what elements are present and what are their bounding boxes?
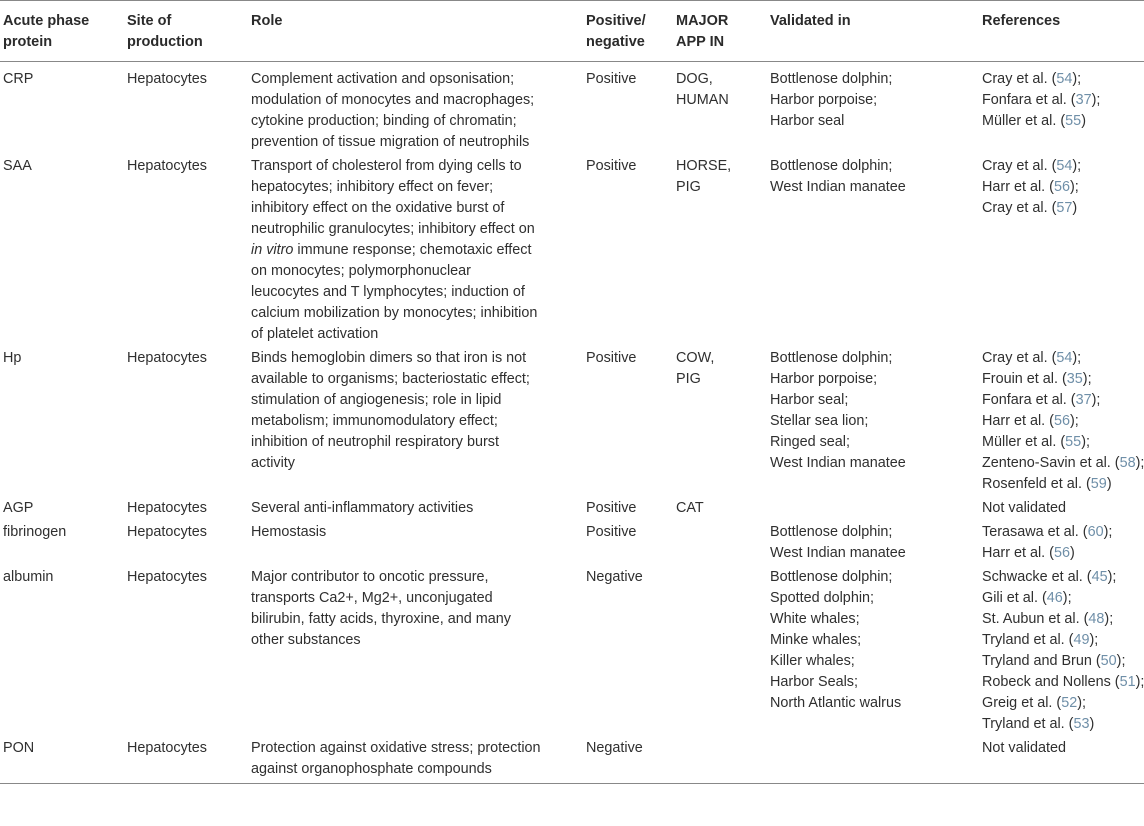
reference-entry[interactable]: Tryland et al. (49); bbox=[982, 632, 1099, 648]
cell-protein bbox=[0, 348, 124, 498]
header-positive-negative: Positive/ negative bbox=[586, 13, 646, 50]
cell-major bbox=[673, 498, 767, 522]
reference-entry[interactable]: Terasawa et al. (60); bbox=[982, 524, 1113, 540]
reference-entry[interactable]: Cray et al. (54); bbox=[982, 350, 1082, 366]
header-role: Role bbox=[251, 13, 283, 29]
reference-number-link[interactable]: 55 bbox=[1065, 113, 1082, 129]
reference-entry[interactable]: Tryland and Brun (50); bbox=[982, 653, 1126, 669]
cell-role bbox=[248, 567, 583, 738]
cell-line: White whales; bbox=[770, 611, 860, 627]
cell-line: PIG bbox=[676, 371, 701, 387]
cell-line: Bottlenose dolphin; bbox=[770, 350, 893, 366]
cell-posneg bbox=[583, 62, 673, 157]
cell-protein bbox=[0, 567, 124, 738]
cell-text: Hepatocytes bbox=[127, 500, 207, 516]
reference-number-link[interactable]: 58 bbox=[1119, 455, 1136, 471]
cell-line: Major contributor to oncotic pressure, bbox=[251, 569, 489, 585]
cell-refs bbox=[979, 498, 1144, 522]
cell-validated bbox=[767, 567, 979, 738]
cell-text: Hepatocytes bbox=[127, 71, 207, 87]
cell-posneg bbox=[583, 156, 673, 348]
cell-text: albumin bbox=[3, 569, 54, 585]
cell-posneg bbox=[583, 498, 673, 522]
cell-text: Hepatocytes bbox=[127, 740, 207, 756]
cell-protein bbox=[0, 498, 124, 522]
cell-line: Harbor seal bbox=[770, 113, 845, 129]
cell-protein bbox=[0, 738, 124, 784]
cell-site bbox=[124, 62, 248, 157]
cell-posneg bbox=[583, 738, 673, 784]
cell-major bbox=[673, 62, 767, 157]
reference-entry[interactable]: Gili et al. (46); bbox=[982, 590, 1072, 606]
reference-entry[interactable]: Tryland et al. (53) bbox=[982, 716, 1095, 732]
reference-number-link[interactable]: 56 bbox=[1053, 179, 1070, 195]
cell-role bbox=[248, 522, 583, 567]
reference-entry[interactable]: Harr et al. (56); bbox=[982, 179, 1079, 195]
cell-text: Positive bbox=[586, 524, 637, 540]
table-row bbox=[0, 156, 1144, 348]
cell-line: modulation of monocytes and macrophages; bbox=[251, 92, 535, 108]
cell-line: cytokine production; binding of chromatin; bbox=[251, 113, 517, 129]
cell-text: Hepatocytes bbox=[127, 524, 207, 540]
header-acute-phase-protein: Acute phase protein bbox=[3, 13, 90, 50]
reference-entry[interactable]: Rosenfeld et al. (59) bbox=[982, 476, 1112, 492]
reference-entry[interactable]: Fonfara et al. (37); bbox=[982, 392, 1101, 408]
header-major-app-in: MAJOR APP IN bbox=[676, 13, 729, 50]
reference-number-link[interactable]: 49 bbox=[1073, 632, 1090, 648]
table-row bbox=[0, 498, 1144, 522]
cell-line: West Indian manatee bbox=[770, 179, 906, 195]
reference-number-link[interactable]: 35 bbox=[1066, 371, 1083, 387]
cell-line: PIG bbox=[676, 179, 701, 195]
reference-number-link[interactable]: 53 bbox=[1073, 716, 1090, 732]
cell-major bbox=[673, 738, 767, 784]
cell-site bbox=[124, 498, 248, 522]
cell-line: Bottlenose dolphin; bbox=[770, 569, 893, 585]
reference-entry[interactable]: Cray et al. (54); bbox=[982, 158, 1082, 174]
cell-validated bbox=[767, 498, 979, 522]
cell-line: Stellar sea lion; bbox=[770, 413, 869, 429]
cell-line: DOG, bbox=[676, 71, 713, 87]
cell-line: Harbor seal; bbox=[770, 392, 849, 408]
reference-number-link[interactable]: 46 bbox=[1046, 590, 1063, 606]
table-row bbox=[0, 567, 1144, 738]
cell-validated bbox=[767, 156, 979, 348]
cell-posneg bbox=[583, 522, 673, 567]
reference-number-link[interactable]: 37 bbox=[1075, 92, 1092, 108]
cell-line: Binds hemoglobin dimers so that iron is not bbox=[251, 350, 527, 366]
cell-role bbox=[248, 62, 583, 157]
cell-role bbox=[248, 738, 583, 784]
cell-line: in vitro immune response; chemotaxic effect bbox=[251, 242, 532, 258]
reference-number-link[interactable]: 59 bbox=[1090, 476, 1107, 492]
cell-text: Positive bbox=[586, 71, 637, 87]
cell-refs bbox=[979, 738, 1144, 784]
cell-validated bbox=[767, 522, 979, 567]
cell-line: metabolism; immunomodulatory effect; bbox=[251, 413, 498, 429]
cell-line: inhibition of neutrophil respiratory burst bbox=[251, 434, 499, 450]
cell-validated bbox=[767, 738, 979, 784]
cell-text: Positive bbox=[586, 158, 637, 174]
cell-line: HUMAN bbox=[676, 92, 729, 108]
reference-entry: Not validated bbox=[982, 500, 1066, 516]
cell-line: Bottlenose dolphin; bbox=[770, 71, 893, 87]
header-validated-in: Validated in bbox=[770, 13, 851, 29]
reference-number-link[interactable]: 37 bbox=[1075, 392, 1092, 408]
cell-line: West Indian manatee bbox=[770, 545, 906, 561]
reference-entry[interactable]: Müller et al. (55) bbox=[982, 113, 1086, 129]
cell-posneg bbox=[583, 567, 673, 738]
reference-entry[interactable]: Fonfara et al. (37); bbox=[982, 92, 1101, 108]
reference-number-link[interactable]: 52 bbox=[1061, 695, 1078, 711]
table-body bbox=[0, 62, 1144, 784]
reference-number-link[interactable]: 56 bbox=[1053, 545, 1070, 561]
reference-number-link[interactable]: 45 bbox=[1091, 569, 1108, 585]
table-row bbox=[0, 738, 1144, 784]
reference-number-link[interactable]: 54 bbox=[1056, 158, 1073, 174]
cell-major bbox=[673, 567, 767, 738]
reference-number-link[interactable]: 48 bbox=[1088, 611, 1105, 627]
cell-line: of platelet activation bbox=[251, 326, 379, 342]
reference-entry[interactable]: Robeck and Nollens (51); bbox=[982, 674, 1144, 690]
cell-text: AGP bbox=[3, 500, 34, 516]
reference-entry[interactable]: Cray et al. (54); bbox=[982, 71, 1082, 87]
reference-entry[interactable]: Frouin et al. (35); bbox=[982, 371, 1092, 387]
reference-number-link[interactable]: 54 bbox=[1056, 71, 1073, 87]
reference-entry[interactable]: Cray et al. (57) bbox=[982, 200, 1078, 216]
cell-line: Several anti-inflammatory activities bbox=[251, 500, 474, 516]
cell-line: transports Ca2+, Mg2+, unconjugated bbox=[251, 590, 493, 606]
cell-text: Negative bbox=[586, 569, 643, 585]
cell-line: hepatocytes; inhibitory effect on fever; bbox=[251, 179, 494, 195]
cell-role bbox=[248, 156, 583, 348]
cell-protein bbox=[0, 62, 124, 157]
reference-entry[interactable]: Müller et al. (55); bbox=[982, 434, 1090, 450]
cell-line: Harbor porpoise; bbox=[770, 92, 878, 108]
cell-line: against organophosphate compounds bbox=[251, 761, 492, 777]
cell-text: SAA bbox=[3, 158, 32, 174]
table-row bbox=[0, 62, 1144, 157]
cell-text: Hepatocytes bbox=[127, 350, 207, 366]
cell-text: PON bbox=[3, 740, 35, 756]
reference-entry[interactable]: Zenteno-Savin et al. (58); bbox=[982, 455, 1144, 471]
reference-number-link[interactable]: 54 bbox=[1056, 350, 1073, 366]
cell-line: CAT bbox=[676, 500, 704, 516]
table-row bbox=[0, 348, 1144, 498]
cell-role bbox=[248, 348, 583, 498]
reference-entry[interactable]: Greig et al. (52); bbox=[982, 695, 1086, 711]
cell-line: Harbor porpoise; bbox=[770, 371, 878, 387]
cell-refs bbox=[979, 567, 1144, 738]
cell-line: leucocytes and T lymphocytes; induction of bbox=[251, 284, 525, 300]
cell-line: Transport of cholesterol from dying cells to bbox=[251, 158, 522, 174]
cell-text: Hepatocytes bbox=[127, 569, 207, 585]
reference-entry: Not validated bbox=[982, 740, 1066, 756]
cell-line: prevention of tissue migration of neutrophils bbox=[251, 134, 530, 150]
cell-line: North Atlantic walrus bbox=[770, 695, 902, 711]
reference-number-link[interactable]: 55 bbox=[1065, 434, 1082, 450]
cell-text: Hp bbox=[3, 350, 22, 366]
cell-line: HORSE, bbox=[676, 158, 732, 174]
reference-number-link[interactable]: 51 bbox=[1119, 674, 1136, 690]
cell-site bbox=[124, 348, 248, 498]
cell-line: Ringed seal; bbox=[770, 434, 850, 450]
cell-protein bbox=[0, 156, 124, 348]
cell-line: Protection against oxidative stress; protection bbox=[251, 740, 541, 756]
cell-validated bbox=[767, 62, 979, 157]
cell-line: Minke whales; bbox=[770, 632, 862, 648]
cell-line: inhibitory effect on the oxidative burst of bbox=[251, 200, 505, 216]
cell-refs bbox=[979, 62, 1144, 157]
cell-major bbox=[673, 348, 767, 498]
cell-refs bbox=[979, 522, 1144, 567]
cell-line: activity bbox=[251, 455, 295, 471]
reference-entry[interactable]: Schwacke et al. (45); bbox=[982, 569, 1117, 585]
cell-role bbox=[248, 498, 583, 522]
cell-text: Positive bbox=[586, 350, 637, 366]
reference-number-link[interactable]: 60 bbox=[1087, 524, 1104, 540]
cell-major bbox=[673, 522, 767, 567]
cell-line: West Indian manatee bbox=[770, 455, 906, 471]
cell-text: Positive bbox=[586, 500, 637, 516]
cell-site bbox=[124, 567, 248, 738]
cell-line: Bottlenose dolphin; bbox=[770, 158, 893, 174]
cell-line: calcium mobilization by monocytes; inhibition bbox=[251, 305, 538, 321]
header-references: References bbox=[982, 13, 1061, 29]
cell-refs bbox=[979, 156, 1144, 348]
cell-line: stimulation of angiogenesis; role in lipid bbox=[251, 392, 502, 408]
cell-line: Harbor Seals; bbox=[770, 674, 858, 690]
header-site-of-production: Site of production bbox=[127, 13, 203, 50]
cell-line: on monocytes; polymorphonuclear bbox=[251, 263, 471, 279]
cell-line: Killer whales; bbox=[770, 653, 855, 669]
reference-entry[interactable]: St. Aubun et al. (48); bbox=[982, 611, 1114, 627]
cell-text: fibrinogen bbox=[3, 524, 67, 540]
reference-entry[interactable]: Harr et al. (56); bbox=[982, 413, 1079, 429]
cell-line: Complement activation and opsonisation; bbox=[251, 71, 515, 87]
cell-text: Negative bbox=[586, 740, 643, 756]
cell-validated bbox=[767, 348, 979, 498]
reference-number-link[interactable]: 57 bbox=[1056, 200, 1073, 216]
cell-line: COW, bbox=[676, 350, 715, 366]
cell-site bbox=[124, 156, 248, 348]
cell-line: neutrophilic granulocytes; inhibitory effect on bbox=[251, 221, 535, 237]
cell-site bbox=[124, 522, 248, 567]
cell-refs bbox=[979, 348, 1144, 498]
cell-protein bbox=[0, 522, 124, 567]
cell-text: Hepatocytes bbox=[127, 158, 207, 174]
cell-line: Bottlenose dolphin; bbox=[770, 524, 893, 540]
cell-line: available to organisms; bacteriostatic effect; bbox=[251, 371, 530, 387]
cell-major bbox=[673, 156, 767, 348]
reference-number-link[interactable]: 56 bbox=[1053, 413, 1070, 429]
cell-line: Spotted dolphin; bbox=[770, 590, 875, 606]
cell-site bbox=[124, 738, 248, 784]
cell-line: Hemostasis bbox=[251, 524, 327, 540]
reference-entry[interactable]: Harr et al. (56) bbox=[982, 545, 1075, 561]
cell-line: other substances bbox=[251, 632, 361, 648]
reference-number-link[interactable]: 50 bbox=[1100, 653, 1117, 669]
table-header-row bbox=[0, 1, 1144, 62]
table-row bbox=[0, 522, 1144, 567]
cell-text: CRP bbox=[3, 71, 34, 87]
cell-posneg bbox=[583, 348, 673, 498]
cell-line: bilirubin, fatty acids, thyroxine, and many bbox=[251, 611, 511, 627]
